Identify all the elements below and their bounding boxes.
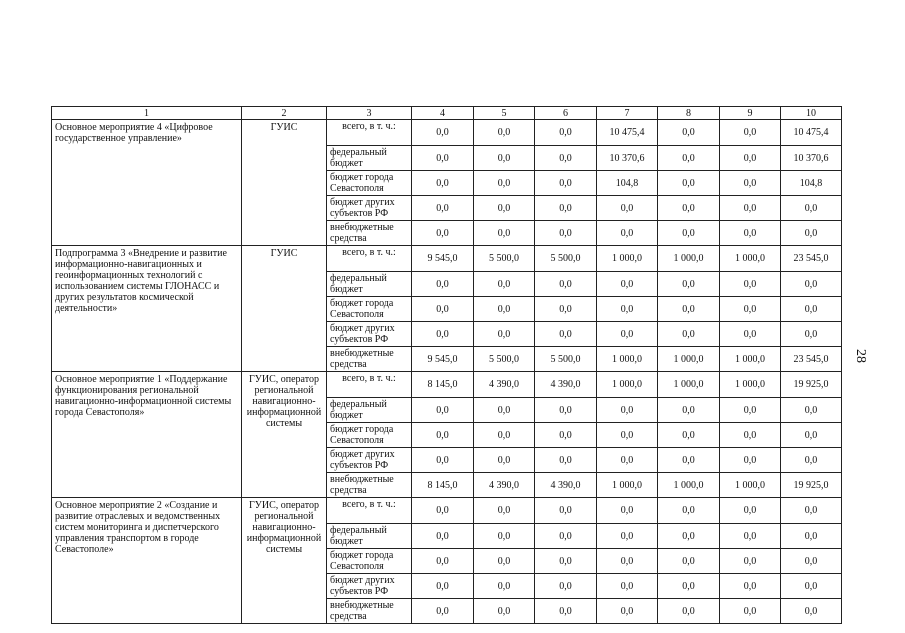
amount-cell: 0,0 xyxy=(535,423,597,448)
funding-source: бюджет города Севастополя xyxy=(327,423,412,448)
amount-cell: 0,0 xyxy=(781,549,842,574)
amount-cell: 9 545,0 xyxy=(412,347,474,372)
amount-cell: 0,0 xyxy=(412,549,474,574)
amount-cell: 0,0 xyxy=(412,171,474,196)
amount-cell: 0,0 xyxy=(474,171,535,196)
table-row xyxy=(52,498,842,524)
amount-cell: 0,0 xyxy=(535,146,597,171)
funding-source: бюджет других субъектов РФ xyxy=(327,574,412,599)
amount-cell: 23 545,0 xyxy=(781,246,842,272)
funding-source: всего, в т. ч.: xyxy=(327,120,412,146)
amount-cell: 0,0 xyxy=(535,398,597,423)
funding-source: внебюджетные средства xyxy=(327,347,412,372)
amount-cell: 8 145,0 xyxy=(412,473,474,498)
amount-cell: 0,0 xyxy=(535,171,597,196)
amount-cell: 0,0 xyxy=(720,398,781,423)
amount-cell: 0,0 xyxy=(535,448,597,473)
amount-cell: 4 390,0 xyxy=(474,473,535,498)
amount-cell: 0,0 xyxy=(597,498,658,524)
amount-cell: 0,0 xyxy=(720,322,781,347)
amount-cell: 0,0 xyxy=(720,171,781,196)
amount-cell: 0,0 xyxy=(474,524,535,549)
amount-cell: 0,0 xyxy=(412,297,474,322)
column-number: 5 xyxy=(474,107,535,120)
amount-cell: 0,0 xyxy=(597,272,658,297)
amount-cell: 0,0 xyxy=(597,549,658,574)
amount-cell: 0,0 xyxy=(658,574,720,599)
column-number: 3 xyxy=(327,107,412,120)
amount-cell: 0,0 xyxy=(535,549,597,574)
funding-source: внебюджетные средства xyxy=(327,473,412,498)
amount-cell: 0,0 xyxy=(535,221,597,246)
table-row xyxy=(52,120,842,146)
amount-cell: 0,0 xyxy=(412,498,474,524)
amount-cell: 0,0 xyxy=(412,423,474,448)
funding-source: бюджет города Севастополя xyxy=(327,549,412,574)
amount-cell: 10 475,4 xyxy=(597,120,658,146)
amount-cell: 0,0 xyxy=(720,221,781,246)
amount-cell: 0,0 xyxy=(474,297,535,322)
amount-cell: 0,0 xyxy=(474,398,535,423)
amount-cell: 19 925,0 xyxy=(781,372,842,398)
amount-cell: 0,0 xyxy=(412,448,474,473)
executor: ГУИС xyxy=(242,120,327,246)
amount-cell: 4 390,0 xyxy=(535,372,597,398)
funding-source: бюджет города Севастополя xyxy=(327,297,412,322)
amount-cell: 0,0 xyxy=(412,322,474,347)
funding-source: федеральный бюджет xyxy=(327,272,412,297)
funding-source: бюджет других субъектов РФ xyxy=(327,322,412,347)
amount-cell: 8 145,0 xyxy=(412,372,474,398)
amount-cell: 0,0 xyxy=(781,322,842,347)
amount-cell: 0,0 xyxy=(597,448,658,473)
amount-cell: 0,0 xyxy=(474,549,535,574)
amount-cell: 0,0 xyxy=(535,196,597,221)
measure-name: Подпрограмма 3 «Внедрение и развитие информационно-навигационных и геоинформационных технологий с использованием системы ГЛОНАСС и других результатов космической деятельности» xyxy=(52,246,242,372)
funding-source: всего, в т. ч.: xyxy=(327,246,412,272)
amount-cell: 0,0 xyxy=(412,146,474,171)
amount-cell: 1 000,0 xyxy=(720,246,781,272)
column-number: 6 xyxy=(535,107,597,120)
amount-cell: 1 000,0 xyxy=(597,372,658,398)
amount-cell: 0,0 xyxy=(597,221,658,246)
amount-cell: 0,0 xyxy=(658,196,720,221)
amount-cell: 0,0 xyxy=(658,599,720,624)
amount-cell: 0,0 xyxy=(597,524,658,549)
amount-cell: 0,0 xyxy=(720,448,781,473)
amount-cell: 1 000,0 xyxy=(720,372,781,398)
amount-cell: 9 545,0 xyxy=(412,246,474,272)
amount-cell: 1 000,0 xyxy=(658,473,720,498)
amount-cell: 0,0 xyxy=(474,574,535,599)
amount-cell: 4 390,0 xyxy=(474,372,535,398)
amount-cell: 0,0 xyxy=(474,120,535,146)
amount-cell: 0,0 xyxy=(658,146,720,171)
amount-cell: 0,0 xyxy=(474,423,535,448)
table-row xyxy=(52,372,842,398)
amount-cell: 10 370,6 xyxy=(781,146,842,171)
amount-cell: 0,0 xyxy=(658,171,720,196)
amount-cell: 0,0 xyxy=(597,322,658,347)
amount-cell: 0,0 xyxy=(720,599,781,624)
funding-source: всего, в т. ч.: xyxy=(327,498,412,524)
amount-cell: 0,0 xyxy=(412,120,474,146)
amount-cell: 0,0 xyxy=(720,146,781,171)
amount-cell: 104,8 xyxy=(781,171,842,196)
funding-source: федеральный бюджет xyxy=(327,398,412,423)
funding-source: всего, в т. ч.: xyxy=(327,372,412,398)
amount-cell: 0,0 xyxy=(658,221,720,246)
amount-cell: 0,0 xyxy=(535,599,597,624)
amount-cell: 0,0 xyxy=(535,120,597,146)
amount-cell: 19 925,0 xyxy=(781,473,842,498)
amount-cell: 0,0 xyxy=(535,524,597,549)
amount-cell: 0,0 xyxy=(781,423,842,448)
amount-cell: 5 500,0 xyxy=(535,347,597,372)
amount-cell: 10 370,6 xyxy=(597,146,658,171)
amount-cell: 1 000,0 xyxy=(597,347,658,372)
amount-cell: 0,0 xyxy=(412,221,474,246)
amount-cell: 0,0 xyxy=(781,297,842,322)
amount-cell: 10 475,4 xyxy=(781,120,842,146)
amount-cell: 0,0 xyxy=(781,221,842,246)
column-number: 8 xyxy=(658,107,720,120)
page-number: 28 xyxy=(853,349,868,363)
amount-cell: 0,0 xyxy=(658,423,720,448)
amount-cell: 0,0 xyxy=(474,322,535,347)
amount-cell: 1 000,0 xyxy=(597,473,658,498)
amount-cell: 0,0 xyxy=(597,574,658,599)
amount-cell: 5 500,0 xyxy=(474,347,535,372)
amount-cell: 0,0 xyxy=(658,524,720,549)
executor: ГУИС xyxy=(242,246,327,372)
amount-cell: 0,0 xyxy=(720,272,781,297)
column-number: 2 xyxy=(242,107,327,120)
amount-cell: 23 545,0 xyxy=(781,347,842,372)
amount-cell: 0,0 xyxy=(658,297,720,322)
funding-source: федеральный бюджет xyxy=(327,524,412,549)
amount-cell: 0,0 xyxy=(474,196,535,221)
amount-cell: 0,0 xyxy=(658,272,720,297)
funding-source: внебюджетные средства xyxy=(327,221,412,246)
funding-source: бюджет других субъектов РФ xyxy=(327,196,412,221)
amount-cell: 0,0 xyxy=(781,599,842,624)
amount-cell: 1 000,0 xyxy=(720,473,781,498)
amount-cell: 0,0 xyxy=(535,574,597,599)
amount-cell: 0,0 xyxy=(781,574,842,599)
amount-cell: 0,0 xyxy=(597,423,658,448)
amount-cell: 0,0 xyxy=(474,221,535,246)
amount-cell: 0,0 xyxy=(781,196,842,221)
amount-cell: 0,0 xyxy=(781,272,842,297)
amount-cell: 5 500,0 xyxy=(535,246,597,272)
amount-cell: 0,0 xyxy=(781,498,842,524)
amount-cell: 0,0 xyxy=(720,120,781,146)
amount-cell: 0,0 xyxy=(474,498,535,524)
amount-cell: 0,0 xyxy=(781,448,842,473)
amount-cell: 0,0 xyxy=(720,549,781,574)
amount-cell: 0,0 xyxy=(720,524,781,549)
amount-cell: 0,0 xyxy=(535,498,597,524)
amount-cell: 0,0 xyxy=(781,398,842,423)
amount-cell: 0,0 xyxy=(412,196,474,221)
amount-cell: 1 000,0 xyxy=(597,246,658,272)
amount-cell: 0,0 xyxy=(412,272,474,297)
measure-name: Основное мероприятие 1 «Поддержание функционирования региональной навигационно-информационной системы города Севастополя» xyxy=(52,372,242,498)
table-row xyxy=(52,246,842,272)
amount-cell: 0,0 xyxy=(720,423,781,448)
column-number-row xyxy=(52,107,842,120)
column-number: 4 xyxy=(412,107,474,120)
executor: ГУИС, оператор региональной навигационно-информационной системы xyxy=(242,498,327,624)
amount-cell: 0,0 xyxy=(720,196,781,221)
amount-cell: 0,0 xyxy=(658,120,720,146)
column-number: 10 xyxy=(781,107,842,120)
amount-cell: 0,0 xyxy=(658,398,720,423)
column-number: 9 xyxy=(720,107,781,120)
funding-source: федеральный бюджет xyxy=(327,146,412,171)
funding-table xyxy=(51,106,842,624)
amount-cell: 0,0 xyxy=(474,146,535,171)
amount-cell: 0,0 xyxy=(474,448,535,473)
amount-cell: 1 000,0 xyxy=(720,347,781,372)
amount-cell: 0,0 xyxy=(597,297,658,322)
amount-cell: 0,0 xyxy=(658,448,720,473)
amount-cell: 0,0 xyxy=(658,322,720,347)
amount-cell: 0,0 xyxy=(535,272,597,297)
measure-name: Основное мероприятие 2 «Создание и развитие отраслевых и ведомственных систем мониторинга и диспетчерского управления транспортом в городе Севастополе» xyxy=(52,498,242,624)
amount-cell: 0,0 xyxy=(474,599,535,624)
column-number: 1 xyxy=(52,107,242,120)
amount-cell: 0,0 xyxy=(597,398,658,423)
amount-cell: 1 000,0 xyxy=(658,246,720,272)
amount-cell: 4 390,0 xyxy=(535,473,597,498)
executor: ГУИС, оператор региональной навигационно-информационной системы xyxy=(242,372,327,498)
measure-name: Основное мероприятие 4 «Цифровое государственное управление» xyxy=(52,120,242,246)
amount-cell: 0,0 xyxy=(412,524,474,549)
amount-cell: 5 500,0 xyxy=(474,246,535,272)
funding-source: внебюджетные средства xyxy=(327,599,412,624)
funding-source: бюджет других субъектов РФ xyxy=(327,448,412,473)
amount-cell: 0,0 xyxy=(535,297,597,322)
amount-cell: 0,0 xyxy=(412,574,474,599)
amount-cell: 0,0 xyxy=(720,297,781,322)
amount-cell: 1 000,0 xyxy=(658,372,720,398)
amount-cell: 0,0 xyxy=(412,398,474,423)
amount-cell: 0,0 xyxy=(720,574,781,599)
amount-cell: 0,0 xyxy=(597,599,658,624)
amount-cell: 0,0 xyxy=(781,524,842,549)
amount-cell: 104,8 xyxy=(597,171,658,196)
amount-cell: 0,0 xyxy=(535,322,597,347)
amount-cell: 0,0 xyxy=(658,498,720,524)
amount-cell: 1 000,0 xyxy=(658,347,720,372)
amount-cell: 0,0 xyxy=(474,272,535,297)
amount-cell: 0,0 xyxy=(412,599,474,624)
amount-cell: 0,0 xyxy=(597,196,658,221)
column-number: 7 xyxy=(597,107,658,120)
amount-cell: 0,0 xyxy=(720,498,781,524)
funding-source: бюджет города Севастополя xyxy=(327,171,412,196)
amount-cell: 0,0 xyxy=(658,549,720,574)
